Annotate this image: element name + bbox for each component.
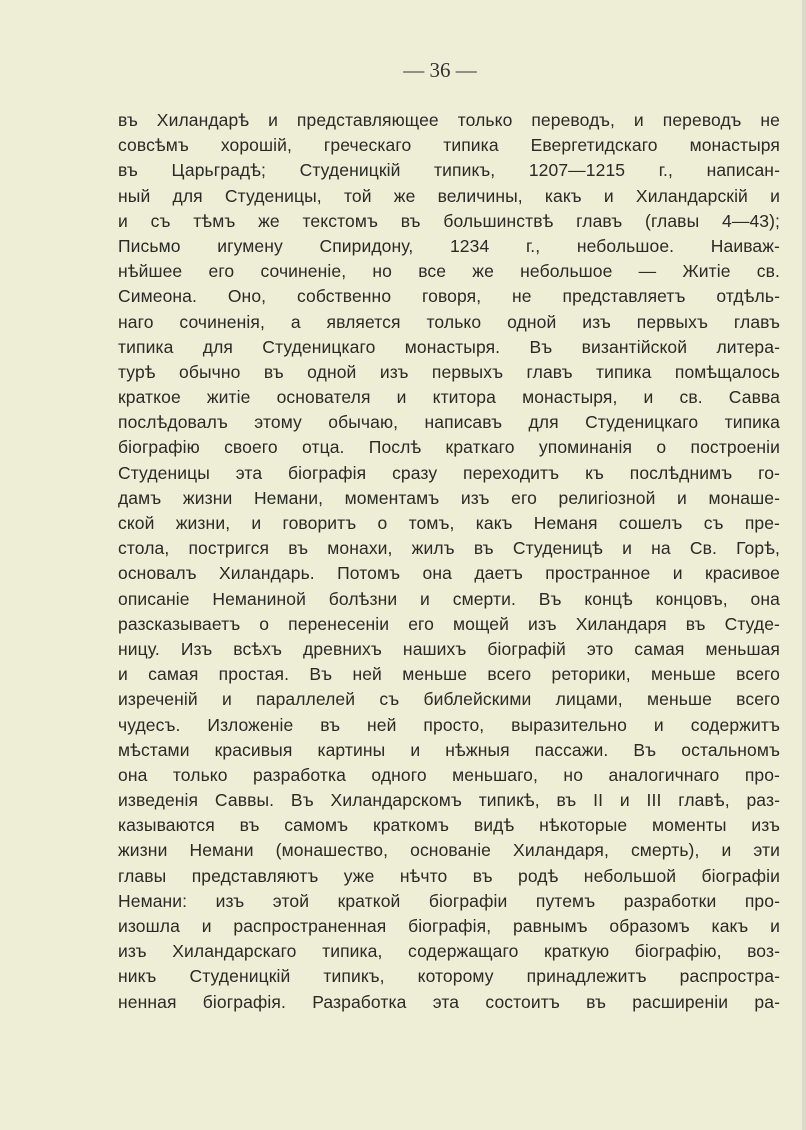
text-line: наго сочиненія, а является только одной изъ первыхъ главъ — [118, 311, 780, 332]
text-line: стола, постригся въ монахи, жилъ въ Студеницѣ и на Св. Горѣ, — [118, 538, 780, 559]
text-line: жизни Немани (монашество, основаніе Хиландаря, смерть), и эти — [118, 840, 780, 861]
text-line: послѣдовалъ этому обычаю, написавъ для Студеницкаго типика — [118, 412, 780, 433]
text-line: дамъ жизни Немани, моментамъ изъ его религіозной и монаше- — [118, 487, 780, 508]
text-line: въ Царьградѣ; Студеницкій типикъ, 1207—1215 г., написан- — [118, 160, 780, 181]
text-line: Симеона. Оно, собственно говоря, не представляетъ отдѣль- — [118, 286, 780, 307]
text-line: ный для Студеницы, той же величины, какъ и Хиландарскій и — [118, 185, 780, 206]
body-text — [118, 108, 780, 1015]
text-line: совсѣмъ хорошій, греческаго типика Евергетидскаго монастыря — [118, 135, 780, 156]
text-line: біографію своего отца. Послѣ краткаго упоминанія о построеніи — [118, 437, 780, 458]
text-line: описаніе Неманиной болѣзни и смерти. Въ концѣ концовъ, она — [118, 588, 780, 609]
text-line: Студеницы эта біографія сразу переходитъ къ послѣднимъ го- — [118, 462, 780, 483]
text-line: ской жизни, и говоритъ о томъ, какъ Неманя сошелъ съ пре- — [118, 513, 780, 533]
text-line: главы представляютъ уже нѣчто въ родѣ небольшой біографіи — [118, 865, 780, 886]
text-line: изошла и распространенная біографія, равнымъ образомъ какъ и — [118, 916, 780, 936]
text-line: изъ Хиландарскаго типика, содержащаго краткую біографію, воз- — [118, 941, 780, 962]
text-line: Немани: изъ этой краткой біографіи путемъ разработки про- — [118, 890, 780, 911]
text-line: въ Хиландарѣ и представляющее только переводъ, и переводъ не — [118, 110, 780, 130]
text-line: ницу. Изъ всѣхъ древнихъ нашихъ біографій это самая меньшая — [118, 638, 780, 659]
text-line: мѣстами красивыя картины и нѣжныя пассажи. Въ остальномъ — [118, 739, 780, 760]
text-line: изведенія Саввы. Въ Хиландарскомъ типикѣ, въ II и III главѣ, раз- — [118, 790, 780, 811]
text-line: казываются въ самомъ краткомъ видѣ нѣкоторые моменты изъ — [118, 815, 780, 836]
text-line: ненная біографія. Разработка эта состоитъ въ расширеніи ра- — [118, 991, 780, 1012]
text-line: никъ Студеницкій типикъ, которому принадлежитъ распростра- — [118, 966, 780, 987]
text-line: основалъ Хиландарь. Потомъ она даетъ пространное и красивое — [118, 563, 780, 584]
page-number: — 36 — — [403, 58, 477, 82]
text-line: Письмо игумену Спиридону, 1234 г., небольшое. Наиваж- — [118, 235, 780, 256]
text-line: типика для Студеницкаго монастыря. Въ византійской литера- — [118, 336, 780, 357]
text-line: изреченій и параллелей съ библейскими лицами, меньше всего — [118, 689, 780, 710]
text-line: и съ тѣмъ же текстомъ въ большинствѣ главъ (главы 4—43); — [118, 210, 780, 231]
text-line: она только разработка одного меньшаго, но аналогичнаго про- — [118, 764, 780, 785]
text-line: чудесъ. Изложеніе въ ней просто, выразительно и содержитъ — [118, 714, 780, 735]
text-line: турѣ обычно въ одной изъ первыхъ главъ типика помѣщалось — [118, 361, 780, 382]
text-line: краткое житіе основателя и ктитора монастыря, и св. Савва — [118, 387, 780, 408]
page-edge-shadow — [802, 0, 806, 1130]
text-line: и самая простая. Въ ней меньше всего реторики, меньше всего — [118, 664, 780, 685]
text-line: разсказываетъ о перенесеніи его мощей изъ Хиландаря въ Студе- — [118, 613, 780, 634]
text-line: нѣйшее его сочиненіе, но все же небольшое — Житіе св. — [118, 261, 780, 282]
